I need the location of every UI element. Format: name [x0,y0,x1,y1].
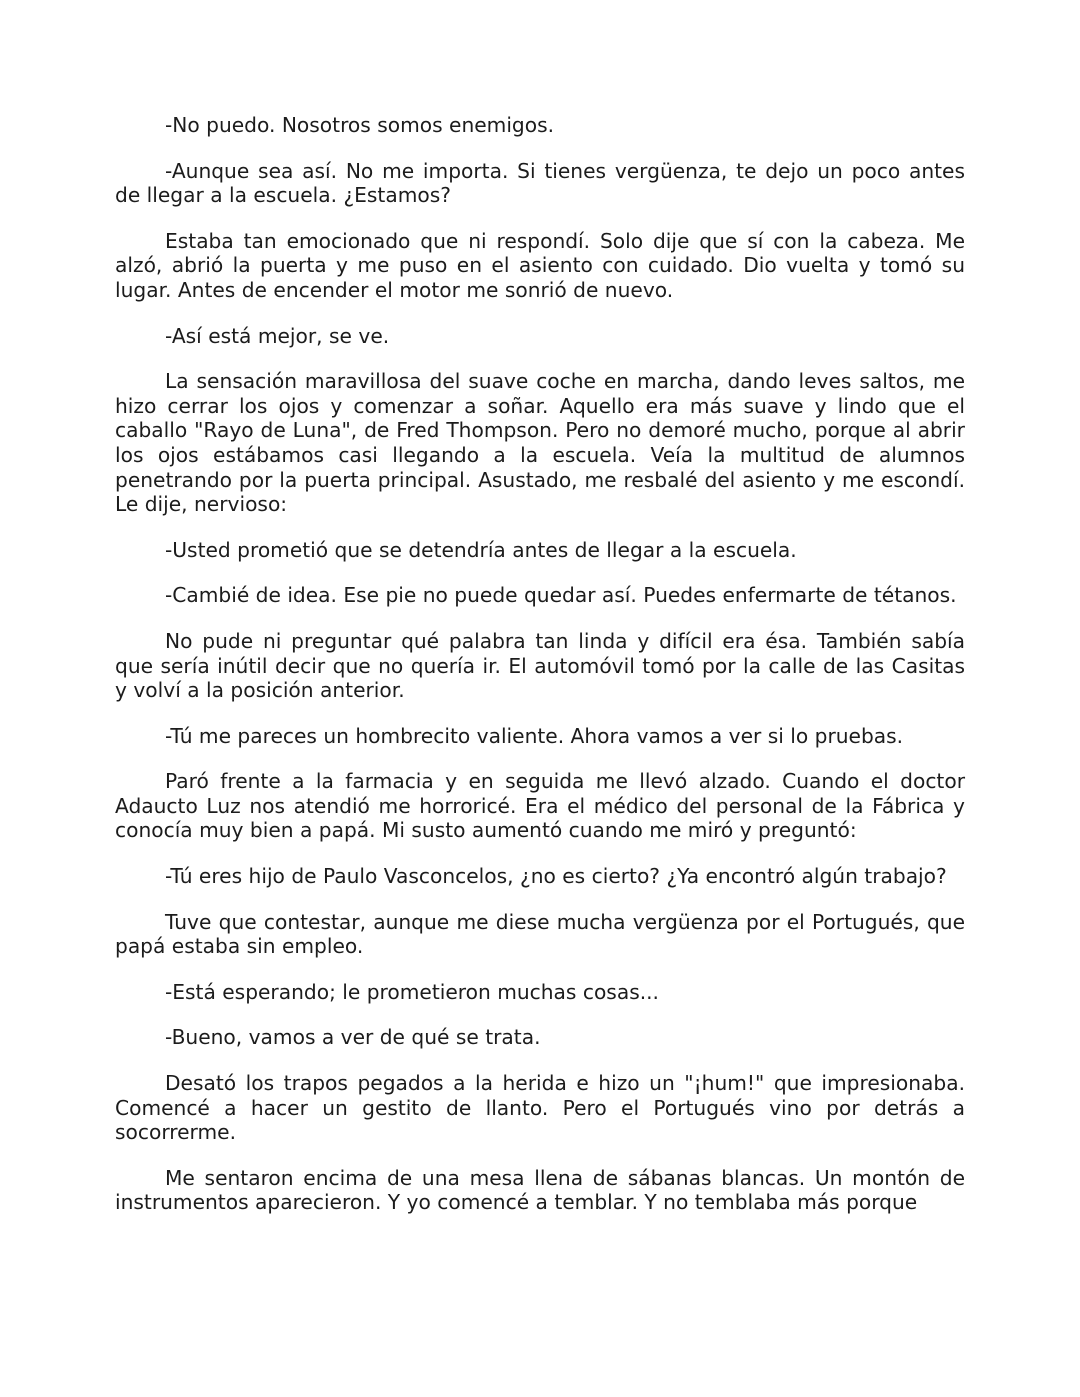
paragraph: Me sentaron encima de una mesa llena de sábanas blancas. Un montón de instrumentos aparecieron. Y yo comencé a temblar. Y no temblaba más porque [115,1165,965,1215]
paragraph: Estaba tan emocionado que ni respondí. Solo dije que sí con la cabeza. Me alzó, abrió la puerta y me puso en el asiento con cuidado. Dio vuelta y tomó su lugar. Antes de encender el motor me sonrió de nuevo. [115,228,965,302]
paragraph: Paró frente a la farmacia y en seguida me llevó alzado. Cuando el doctor Adaucto Luz nos atendió me horroricé. Era el médico del personal de la Fábrica y conocía muy bien a papá. Mi susto aumentó cuando me miró y preguntó: [115,769,965,843]
paragraph: La sensación maravillosa del suave coche en marcha, dando leves saltos, me hizo cerrar los ojos y comenzar a soñar. Aquello era más suave y lindo que el caballo "Rayo de Luna", de Fred Thompson. Pero no demoré mucho, porque al abrir los ojos estábamos casi llegando a la escuela. Veía la multitud de alumnos penetrando por la puerta principal. Asustado, me resbalé del asiento y me escondí. Le dije, nervioso: [115,369,965,517]
paragraph: No pude ni preguntar qué palabra tan linda y difícil era ésa. También sabía que sería inútil decir que no quería ir. El automóvil tomó por la calle de las Casitas y volví a la posición anterior. [115,628,965,703]
paragraph: -Tú eres hijo de Paulo Vasconcelos, ¿no es cierto? ¿Ya encontró algún trabajo? [165,864,947,889]
paragraph: -Cambié de idea. Ese pie no puede quedar así. Puedes enfermarte de tétanos. [165,583,957,608]
paragraph: -Bueno, vamos a ver de qué se trata. [165,1025,541,1050]
paragraph: -Tú me pareces un hombrecito valiente. Ahora vamos a ver si lo pruebas. [165,723,904,748]
paragraph: -Así está mejor, se ve. [165,323,390,348]
paragraph: -Usted prometió que se detendría antes de llegar a la escuela. [165,537,797,562]
paragraph: -Aunque sea así. No me importa. Si tienes vergüenza, te dejo un poco antes de llegar a la escuela. ¿Estamos? [115,158,965,208]
paragraph: Tuve que contestar, aunque me diese mucha vergüenza por el Portugués, que papá estaba sin empleo. [115,909,965,959]
paragraph: Desató los trapos pegados a la herida e hizo un "¡hum!" que impresionaba. Comencé a hacer un gestito de llanto. Pero el Portugués vino por detrás a socorrerme. [115,1071,965,1145]
document-page [115,113,965,1236]
paragraph: -Está esperando; le prometieron muchas cosas... [165,979,659,1004]
paragraph: -No puedo. Nosotros somos enemigos. [165,113,555,137]
